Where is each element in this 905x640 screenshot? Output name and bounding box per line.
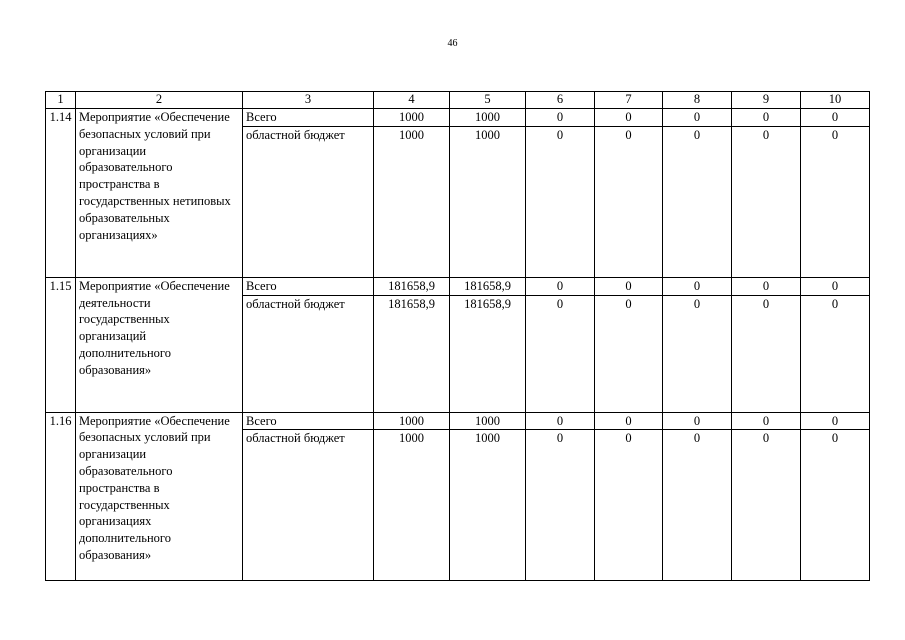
value-cell: 0 (732, 430, 801, 581)
row-name: Мероприятие «Обеспечение безопасных условий при организации образовательного пространства в государственных нетиповых образовательных организациях» (76, 109, 243, 278)
value-cell: 0 (526, 295, 595, 412)
value-cell: 0 (526, 412, 595, 430)
value-cell: 0 (595, 277, 663, 295)
page-number: 46 (447, 38, 458, 49)
value-cell: 0 (732, 109, 801, 127)
row-name: Мероприятие «Обеспечение безопасных условий при организации образовательного пространства в государственных организациях дополнительного образования» (76, 412, 243, 581)
value-cell: 181658,9 (374, 277, 450, 295)
value-cell: 0 (663, 109, 732, 127)
budget-table (45, 91, 870, 581)
value-cell: 0 (663, 295, 732, 412)
table-row (46, 277, 870, 295)
value-cell: 0 (801, 295, 870, 412)
funding-source: Всего (243, 109, 374, 127)
column-header: 3 (243, 92, 374, 109)
value-cell: 1000 (374, 412, 450, 430)
value-cell: 0 (801, 109, 870, 127)
funding-source: областной бюджет (243, 295, 374, 412)
table-header-row (46, 92, 870, 109)
value-cell: 1000 (450, 109, 526, 127)
value-cell: 0 (801, 412, 870, 430)
column-header: 5 (450, 92, 526, 109)
value-cell: 0 (526, 126, 595, 277)
value-cell: 1000 (374, 430, 450, 581)
value-cell: 0 (663, 277, 732, 295)
row-id: 1.16 (46, 412, 76, 581)
value-cell: 0 (595, 126, 663, 277)
value-cell: 0 (732, 412, 801, 430)
column-header: 1 (46, 92, 76, 109)
row-id: 1.15 (46, 277, 76, 412)
column-header: 8 (663, 92, 732, 109)
column-header: 2 (76, 92, 243, 109)
funding-source: областной бюджет (243, 126, 374, 277)
value-cell: 0 (526, 109, 595, 127)
column-header: 10 (801, 92, 870, 109)
column-header: 9 (732, 92, 801, 109)
value-cell: 0 (801, 126, 870, 277)
column-header: 6 (526, 92, 595, 109)
value-cell: 0 (595, 295, 663, 412)
funding-source: Всего (243, 412, 374, 430)
value-cell: 181658,9 (450, 295, 526, 412)
value-cell: 0 (526, 277, 595, 295)
value-cell: 0 (595, 430, 663, 581)
value-cell: 0 (801, 430, 870, 581)
funding-source: областной бюджет (243, 430, 374, 581)
value-cell: 181658,9 (450, 277, 526, 295)
value-cell: 181658,9 (374, 295, 450, 412)
row-name: Мероприятие «Обеспечение деятельности государственных организаций дополнительного образования» (76, 277, 243, 412)
value-cell: 0 (663, 430, 732, 581)
value-cell: 1000 (450, 430, 526, 581)
funding-source: Всего (243, 277, 374, 295)
value-cell: 0 (732, 277, 801, 295)
table-row (46, 109, 870, 127)
value-cell: 0 (663, 126, 732, 277)
value-cell: 0 (595, 412, 663, 430)
value-cell: 1000 (450, 126, 526, 277)
value-cell: 1000 (374, 126, 450, 277)
value-cell: 0 (526, 430, 595, 581)
value-cell: 0 (732, 126, 801, 277)
column-header: 4 (374, 92, 450, 109)
value-cell: 0 (732, 295, 801, 412)
value-cell: 0 (801, 277, 870, 295)
row-id: 1.14 (46, 109, 76, 278)
column-header: 7 (595, 92, 663, 109)
value-cell: 1000 (450, 412, 526, 430)
value-cell: 1000 (374, 109, 450, 127)
value-cell: 0 (595, 109, 663, 127)
table-row (46, 412, 870, 430)
value-cell: 0 (663, 412, 732, 430)
